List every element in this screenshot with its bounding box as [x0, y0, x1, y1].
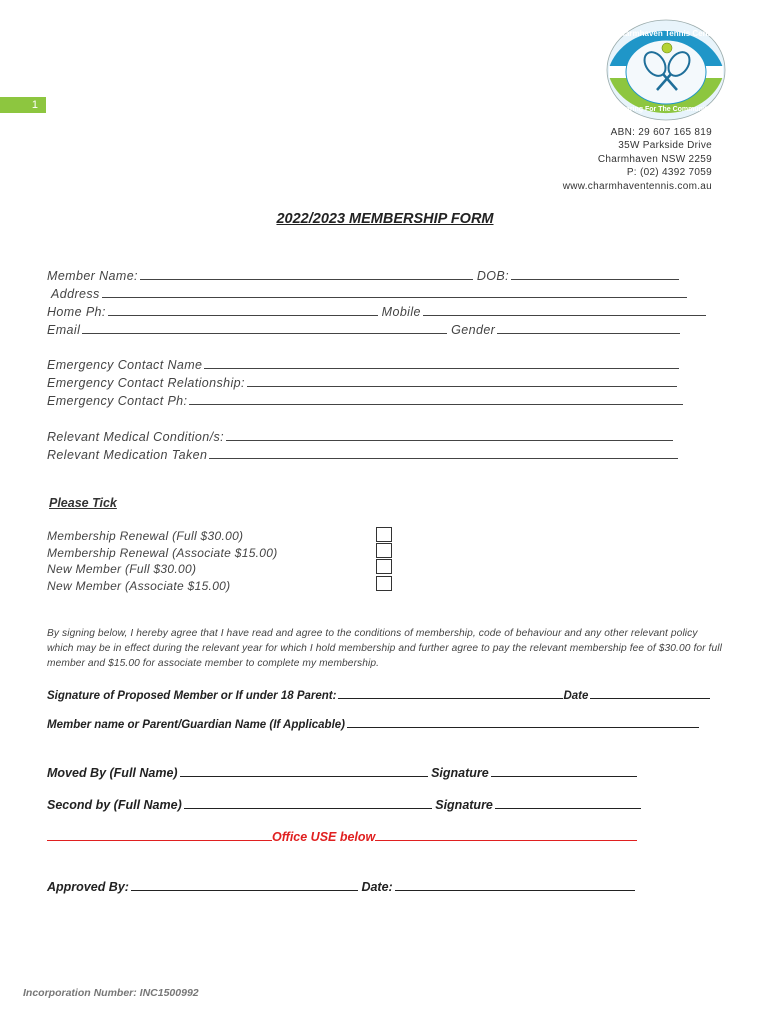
option-label: New Member (Full $30.00)	[47, 562, 197, 576]
phone-row	[47, 303, 706, 321]
new-full-checkbox[interactable]	[376, 559, 392, 574]
second-by-row	[47, 798, 641, 812]
email-field[interactable]	[82, 322, 447, 334]
option-label: Membership Renewal (Associate $15.00)	[47, 546, 278, 560]
approved-by-label: Approved By:	[47, 880, 129, 894]
dob-label: DOB:	[476, 269, 509, 283]
logo-tagline: Caring For The Community	[620, 106, 712, 113]
guardian-name-label: Member name or Parent/Guardian Name (If Applicable)	[47, 719, 346, 731]
moved-signature-field[interactable]	[491, 766, 637, 777]
mobile-field[interactable]	[423, 304, 706, 316]
member-name-row	[47, 267, 679, 285]
office-use-row	[47, 830, 637, 844]
mobile-label: Mobile	[381, 305, 421, 319]
emergency-relationship-row	[47, 374, 677, 392]
medication-label: Relevant Medication Taken	[47, 448, 208, 462]
abn: ABN: 29 607 165 819	[610, 127, 712, 138]
address-label: Address	[51, 287, 100, 301]
approved-date-field[interactable]	[395, 880, 635, 891]
phone: P: (02) 4392 7059	[626, 167, 712, 179]
proposed-signature-label: Signature of Proposed Member or If under 18 Parent:	[47, 690, 337, 702]
office-line-right	[375, 830, 637, 841]
second-by-field[interactable]	[184, 798, 432, 809]
approved-date-label: Date:	[361, 880, 393, 894]
moved-by-field[interactable]	[180, 766, 428, 777]
office-use-label: Office USE below	[272, 830, 376, 844]
form-title: 2022/2023 MEMBERSHIP FORM	[276, 211, 494, 227]
proposed-signature-field[interactable]	[338, 688, 563, 699]
renewal-full-checkbox[interactable]	[376, 527, 392, 542]
please-tick-heading: Please Tick	[49, 496, 117, 510]
second-signature-label: Signature	[435, 798, 493, 812]
moved-by-label: Moved By (Full Name)	[47, 766, 178, 780]
proposed-signature-row	[47, 688, 710, 702]
guardian-name-field[interactable]	[347, 717, 699, 728]
second-signature-field[interactable]	[495, 798, 641, 809]
emergency-ph-field[interactable]	[189, 393, 683, 405]
gender-label: Gender	[451, 323, 496, 337]
member-name-field[interactable]	[140, 268, 473, 280]
renewal-associate-checkbox[interactable]	[376, 543, 392, 558]
address-field[interactable]	[102, 286, 687, 298]
emergency-relationship-label: Emergency Contact Relationship:	[47, 376, 245, 390]
logo-name: Charmhaven Tennis Centre	[614, 29, 718, 38]
home-ph-field[interactable]	[108, 304, 378, 316]
moved-signature-label: Signature	[431, 766, 489, 780]
member-name-label: Member Name:	[47, 269, 138, 283]
medical-field[interactable]	[226, 429, 673, 441]
new-associate-checkbox[interactable]	[376, 576, 392, 591]
emergency-ph-label: Emergency Contact Ph:	[47, 394, 188, 408]
home-ph-label: Home Ph:	[47, 305, 106, 319]
emergency-relationship-field[interactable]	[247, 375, 677, 387]
club-logo	[605, 18, 727, 122]
option-label: New Member (Associate $15.00)	[47, 579, 231, 593]
approved-by-field[interactable]	[131, 880, 358, 891]
page-number: 1	[0, 97, 46, 113]
address-row	[51, 285, 687, 303]
email-row	[47, 321, 680, 339]
website: www.charmhaventennis.com.au	[562, 180, 712, 192]
contact-block	[563, 126, 712, 193]
emergency-name-label: Emergency Contact Name	[47, 358, 203, 372]
agreement-text: By signing below, I hereby agree that I have read and agree to the conditions of membership, code of behaviour and any other relevant policy which may be in effect during the relevant year for which I hold membership and further agree to pay the relevant membership fee of $30.00 for full member and $15.00 for associate member to complete my membership.	[47, 628, 722, 669]
moved-by-row	[47, 766, 637, 780]
incorporation-number: Incorporation Number: INC1500992	[23, 987, 199, 999]
emergency-name-field[interactable]	[204, 357, 679, 369]
street-address: 35W Parkside Drive	[618, 140, 712, 152]
approved-row	[47, 880, 635, 894]
medication-row	[47, 446, 678, 464]
gender-field[interactable]	[497, 322, 680, 334]
email-label: Email	[47, 323, 81, 337]
date-label: Date	[563, 690, 589, 702]
suburb: Charmhaven NSW 2259	[597, 153, 712, 165]
date-field[interactable]	[590, 688, 710, 699]
emergency-name-row	[47, 356, 679, 374]
emergency-ph-row	[47, 392, 683, 410]
medical-label: Relevant Medical Condition/s:	[47, 430, 224, 444]
option-label: Membership Renewal (Full $30.00)	[47, 529, 244, 543]
office-line-left	[47, 830, 272, 841]
dob-field[interactable]	[511, 268, 679, 280]
member-name-sign-row	[47, 717, 699, 731]
medical-row	[47, 428, 673, 446]
medication-field[interactable]	[209, 447, 678, 459]
second-by-label: Second by (Full Name)	[47, 798, 182, 812]
